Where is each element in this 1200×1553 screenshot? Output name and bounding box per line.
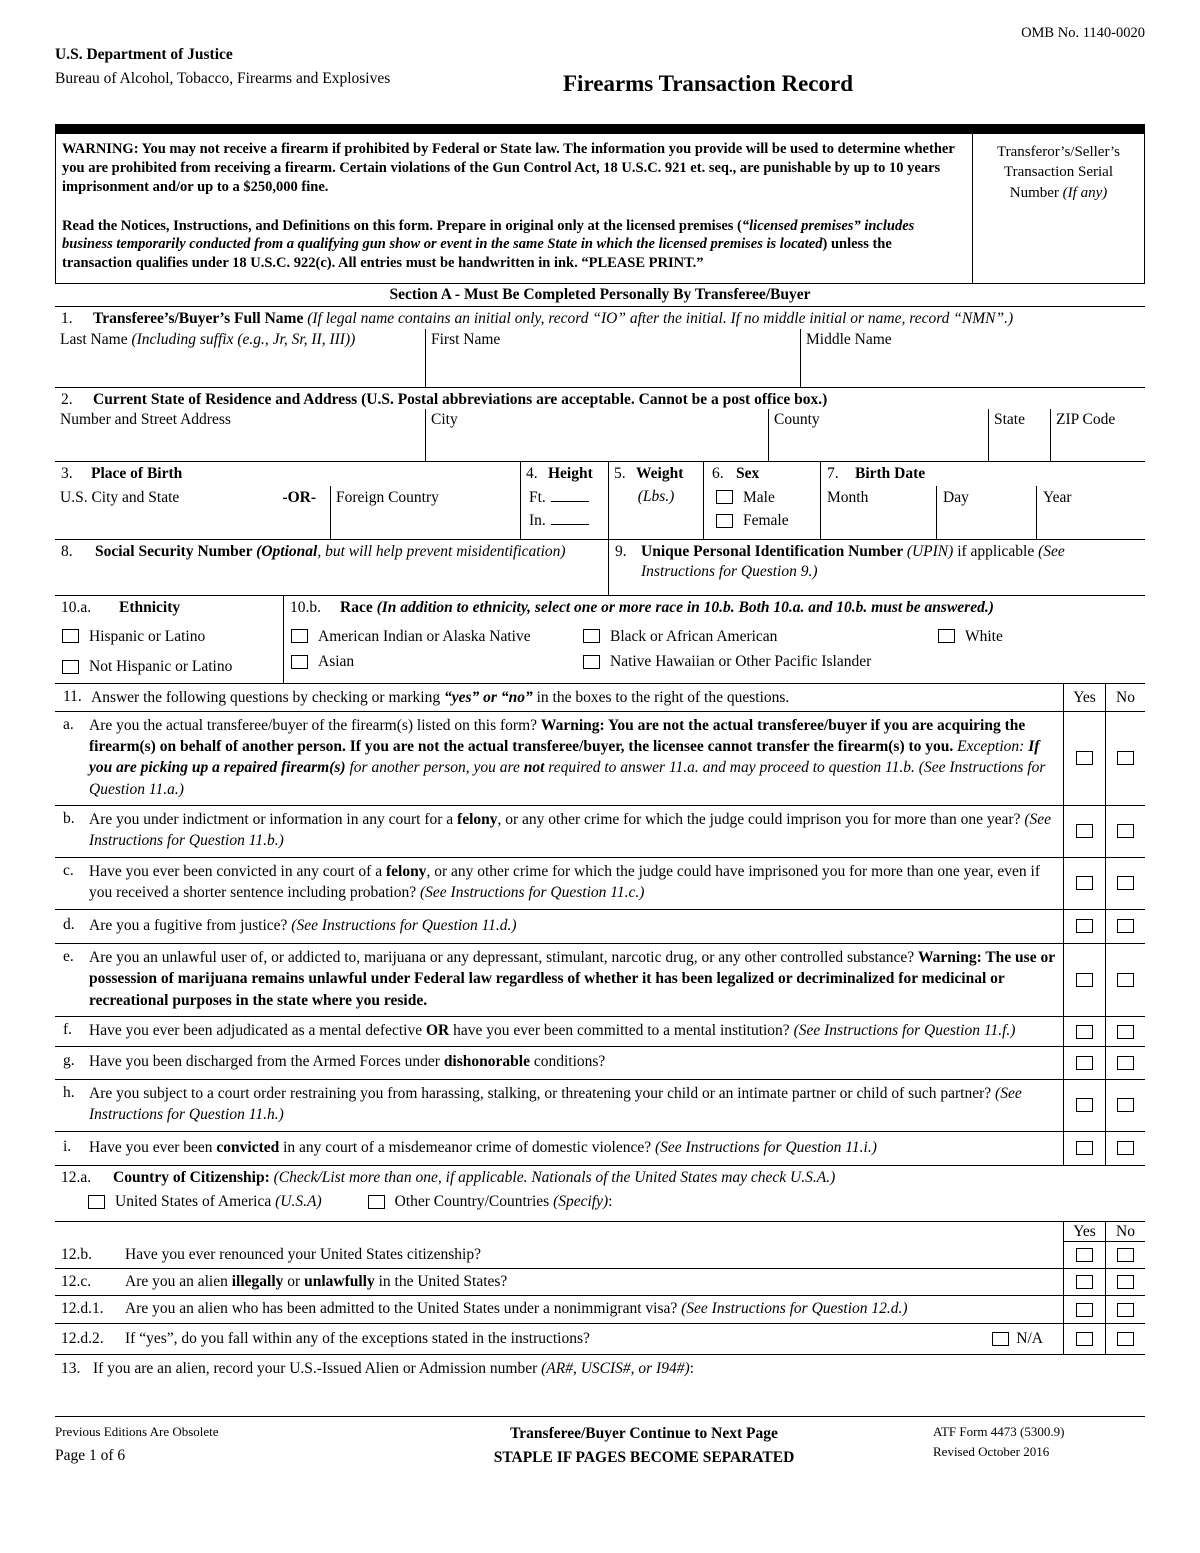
q11b-question: Are you under indictment or information in any court for a felony, or any other crime for which the judge could imprison you for more than one year? (See Instructions for Question 11.b.): [89, 811, 1052, 850]
q12c-no-cell: [1105, 1269, 1145, 1295]
q11e-question: Are you an unlawful user of, or addicted to, marijuana or any depressant, stimulant, narcotic drug, or any other controlled substance? Warning: The use or possession of marijuana remains unlawful under Federal law regardless of whether it has been legalized or decriminalized for medicinal or recreational purposes in the state where you reside.: [89, 948, 1055, 1009]
q11i-letter: i.: [63, 1137, 72, 1155]
q11f-letter: f.: [63, 1021, 73, 1039]
q13-number: 13.: [61, 1360, 81, 1378]
q11g-letter: g.: [63, 1052, 75, 1070]
height-feet-field[interactable]: [551, 489, 589, 502]
q12-yes-no-header: [55, 1222, 1145, 1242]
q12-header-spacer: [55, 1222, 1063, 1242]
race-white-option[interactable]: [931, 625, 1145, 648]
race-column-3: [931, 623, 1145, 674]
q11a-row: [55, 712, 1145, 807]
first-name-field[interactable]: [425, 329, 800, 387]
q9-label: Unique Personal Identification Number (UPIN) if applicable (See Instructions for Question 9.): [641, 543, 1065, 580]
q11f-yes-cell: [1063, 1017, 1105, 1046]
q11i-yes-checkbox[interactable]: [1076, 1141, 1093, 1155]
section-a-header: Section A - Must Be Completed Personally By Transferee/Buyer: [55, 284, 1145, 307]
q11g-no-checkbox[interactable]: [1117, 1056, 1134, 1070]
height-feet-label: Ft.: [529, 488, 546, 506]
q7-title: Birth Date: [855, 465, 926, 483]
last-name-field[interactable]: [55, 329, 425, 387]
street-address-label: Number and Street Address: [60, 411, 231, 429]
q11b-letter: b.: [63, 810, 75, 828]
warning-box: [55, 134, 1145, 284]
other-country-checkbox[interactable]: [368, 1195, 385, 1209]
question-1-block: [55, 307, 1145, 387]
first-name-label: First Name: [431, 330, 501, 348]
race-asian-option[interactable]: [284, 650, 576, 673]
q11e-no-checkbox[interactable]: [1117, 973, 1134, 987]
upin-field[interactable]: [608, 540, 1145, 595]
transaction-serial-label: Transferor’s/Seller’s Transaction Serial Number (If any): [996, 144, 1121, 201]
weight-lbs-label: (Lbs.): [637, 487, 675, 505]
q12b-number: 12.b.: [61, 1245, 92, 1263]
bureau-name: Bureau of Alcohol, Tobacco, Firearms and Explosives: [55, 69, 391, 87]
zip-code-field[interactable]: [1050, 409, 1145, 461]
q11g-no-cell: [1105, 1047, 1145, 1078]
city-field[interactable]: [425, 409, 768, 461]
q11h-question: Are you subject to a court order restraining you from harassing, stalking, or threatening your child or an intimate partner or child of such partner? (See Instructions for Question 11.h.): [89, 1084, 1022, 1124]
male-checkbox[interactable]: [716, 490, 733, 504]
sex-section: [703, 462, 820, 539]
q12b-row: [55, 1242, 1145, 1269]
q11h-no-checkbox[interactable]: [1117, 1098, 1134, 1112]
q11e-no-cell: [1105, 944, 1145, 1016]
q11g-row: [55, 1047, 1145, 1079]
q12c-row: [55, 1269, 1145, 1296]
q11f-no-cell: [1105, 1017, 1145, 1046]
state-field[interactable]: [988, 409, 1050, 461]
q6-number: 6.: [712, 465, 724, 483]
q3-or-label: -OR-: [282, 488, 316, 506]
race-american-indian-option[interactable]: [284, 625, 576, 648]
male-label: Male: [743, 488, 775, 506]
ssn-field[interactable]: [55, 540, 608, 595]
race-american-indian-label: American Indian or Alaska Native: [318, 627, 531, 645]
q11a-letter: a.: [63, 715, 74, 733]
q12a-label: Country of Citizenship: (Check/List more than one, if applicable. Nationals of the United States may check U.S.A.): [113, 1168, 836, 1186]
q12c-number: 12.c.: [61, 1273, 92, 1291]
q2-number: 2.: [61, 390, 73, 408]
birth-month-label: Month: [827, 488, 869, 506]
female-label: Female: [743, 511, 789, 529]
q11i-question: Have you ever been convicted in any court of a misdemeanor crime of domestic violence? (See Instructions for Question 11.i.): [89, 1138, 877, 1156]
not-hispanic-label: Not Hispanic or Latino: [89, 657, 233, 675]
q11f-question: Have you ever been adjudicated as a mental defective OR have you ever been committed to a mental institution? (See Instructions for Question 11.f.): [89, 1022, 1016, 1040]
q11i-no-checkbox[interactable]: [1117, 1141, 1134, 1155]
q11e-yes-checkbox[interactable]: [1076, 973, 1093, 987]
q3-title: Place of Birth: [91, 465, 183, 483]
citizenship-usa-option[interactable]: [88, 1192, 322, 1211]
race-column-1: [284, 623, 576, 674]
ethnicity-hispanic-option[interactable]: [55, 625, 283, 648]
q11e-row: [55, 944, 1145, 1017]
q11e-yes-cell: [1063, 944, 1105, 1016]
q11b-no-cell: [1105, 806, 1145, 857]
last-name-label: Last Name (Including suffix (e.g., Jr, Sr, II, III)): [60, 330, 356, 348]
sex-male-option[interactable]: [704, 486, 820, 509]
q3-number: 3.: [61, 465, 73, 483]
q12d2-na-label: N/A: [1016, 1329, 1043, 1347]
q11i-row: [55, 1132, 1145, 1166]
q11c-letter: c.: [63, 861, 74, 879]
race-native-hawaiian-label: Native Hawaiian or Other Pacific Islander: [610, 652, 872, 670]
question-2-block: [55, 388, 1145, 462]
race-asian-label: Asian: [318, 652, 355, 670]
county-field[interactable]: [768, 409, 988, 461]
q12c-yes-cell: [1063, 1269, 1105, 1295]
q11a-question: Are you the actual transferee/buyer of the firearm(s) listed on this form? Warning: You are not the actual transferee/buyer if you are acquiring the firearm(s) on behalf of another person. If you are not the actual transferee/buyer, the licensee cannot transfer the firearm(s) to you. Exception: If you are picking up a repaired firearm(s) for another person, you are not required to answer 11.a. and may proceed to question 11.b. (See Instructions for Question 11.a.): [89, 716, 1046, 798]
q10b-label: Race (In addition to ethnicity, select one or more race in 10.b. Both 10.a. and 10.b. must be answered.): [340, 599, 994, 617]
q11g-yes-checkbox[interactable]: [1076, 1056, 1093, 1070]
race-column-2: [576, 623, 931, 674]
place-of-birth-section: [55, 462, 520, 539]
q11h-yes-cell: [1063, 1080, 1105, 1131]
city-label: City: [431, 411, 458, 429]
q11e-letter: e.: [63, 947, 74, 965]
q8-number: 8.: [61, 543, 73, 561]
q11i-yes-cell: [1063, 1132, 1105, 1165]
q4-title: Height: [548, 465, 593, 483]
middle-name-field[interactable]: [800, 329, 1145, 387]
q12d2-question: If “yes”, do you fall within any of the exceptions stated in the instructions?: [125, 1329, 590, 1347]
q11a-yes-cell: [1063, 712, 1105, 806]
q12d1-row: [55, 1296, 1145, 1323]
race-black-checkbox[interactable]: [583, 629, 600, 643]
birth-month-field[interactable]: [821, 486, 936, 540]
q11d-letter: d.: [63, 915, 75, 933]
q11a-no-cell: [1105, 712, 1145, 806]
staple-note: STAPLE IF PAGES BECOME SEPARATED: [493, 1448, 795, 1466]
usa-checkbox[interactable]: [88, 1195, 105, 1209]
q12d2-na-checkbox[interactable]: [992, 1332, 1009, 1346]
q11h-letter: h.: [63, 1083, 75, 1101]
q11h-row: [55, 1080, 1145, 1132]
q12b-no-checkbox[interactable]: [1117, 1248, 1134, 1262]
transaction-serial-field[interactable]: [972, 134, 1144, 283]
page-number: Page 1 of 6: [55, 1447, 126, 1465]
q11d-yes-checkbox[interactable]: [1076, 919, 1093, 933]
q12d1-no-cell: [1105, 1296, 1145, 1322]
zip-code-label: ZIP Code: [1056, 411, 1116, 429]
race-asian-checkbox[interactable]: [291, 655, 308, 669]
middle-name-label: Middle Name: [806, 330, 892, 348]
not-hispanic-checkbox[interactable]: [62, 660, 79, 674]
race-native-hawaiian-checkbox[interactable]: [583, 655, 600, 669]
q5-title: Weight: [636, 465, 684, 483]
female-checkbox[interactable]: [716, 514, 733, 528]
q6-title: Sex: [736, 465, 760, 483]
footer-right: [933, 1424, 1145, 1467]
q12b-no-cell: [1105, 1242, 1145, 1268]
q11c-yes-cell: [1063, 858, 1105, 909]
page-header: [55, 24, 1145, 124]
continue-note: Transferee/Buyer Continue to Next Page: [510, 1425, 778, 1443]
birth-date-section: [820, 462, 1145, 539]
q11g-yes-cell: [1063, 1047, 1105, 1078]
q12c-no-checkbox[interactable]: [1117, 1275, 1134, 1289]
q11b-yes-checkbox[interactable]: [1076, 824, 1093, 838]
race-section: [283, 596, 1145, 683]
q9-number: 9.: [615, 543, 627, 561]
q11c-question: Have you ever been convicted in any court of a felony, or any other crime for which the judge could have imprisoned you for more than one year, even if you received a shorter sentence including probation? (See Instructions for Question 11.c.): [89, 862, 1041, 902]
obsolete-note: Previous Editions Are Obsolete: [55, 1424, 219, 1440]
state-label: State: [994, 411, 1025, 429]
q11d-yes-cell: [1063, 910, 1105, 943]
weight-section[interactable]: [608, 462, 703, 539]
race-black-label: Black or African American: [610, 627, 778, 645]
questions-3-7-block: [55, 462, 1145, 540]
q12d1-yes-checkbox[interactable]: [1076, 1303, 1093, 1317]
q10a-title: Ethnicity: [119, 599, 181, 617]
q11a-no-checkbox[interactable]: [1117, 751, 1134, 765]
question-13-block[interactable]: [55, 1355, 1145, 1417]
q12d2-yes-checkbox[interactable]: [1076, 1332, 1093, 1346]
q11-number: 11.: [63, 688, 82, 706]
q1-number: 1.: [61, 310, 73, 328]
q11a-yes-checkbox[interactable]: [1076, 751, 1093, 765]
q2-label: Current State of Residence and Address (U.S. Postal abbreviations are acceptable. Cannot be a post office box.): [93, 390, 828, 408]
question-10-block: [55, 596, 1145, 684]
q11-yes-header: Yes: [1063, 684, 1105, 710]
warning-text: [56, 134, 972, 283]
q12d2-no-cell: [1105, 1324, 1145, 1354]
q11f-yes-checkbox[interactable]: [1076, 1025, 1093, 1039]
other-country-label: Other Country/Countries (Specify):: [394, 1193, 613, 1211]
county-label: County: [774, 411, 820, 429]
questions-8-9-block: [55, 540, 1145, 596]
birth-foreign-country-label: Foreign Country: [336, 488, 439, 506]
q12d1-number: 12.d.1.: [61, 1300, 104, 1318]
sex-female-option[interactable]: [704, 509, 820, 532]
q11b-row: [55, 806, 1145, 858]
q11c-no-cell: [1105, 858, 1145, 909]
q12d2-row: [55, 1324, 1145, 1355]
form-title: Firearms Transaction Record: [563, 71, 854, 96]
q7-number: 7.: [827, 465, 839, 483]
omb-number: OMB No. 1140-0020: [1021, 25, 1145, 41]
q12d1-yes-cell: [1063, 1296, 1105, 1322]
q11d-no-cell: [1105, 910, 1145, 943]
page-footer: [55, 1424, 1145, 1467]
q11c-yes-checkbox[interactable]: [1076, 876, 1093, 890]
birth-day-label: Day: [943, 488, 969, 506]
height-section: [520, 462, 608, 539]
q11f-no-checkbox[interactable]: [1117, 1025, 1134, 1039]
q11-no-header: No: [1105, 684, 1145, 710]
race-black-option[interactable]: [576, 625, 931, 648]
q12c-question: Are you an alien illegally or unlawfully in the United States?: [125, 1273, 508, 1291]
q12a-number: 12.a.: [61, 1168, 92, 1186]
race-white-checkbox[interactable]: [938, 629, 955, 643]
divider-bar: [55, 124, 1145, 134]
warning-paragraph-2: Read the Notices, Instructions, and Definitions on this form. Prepare in original only at the licensed premises (“licensed premises” includes business temporarily conducted from a qualifying gun show or event in the same State in which the licensed premises is located) unless the transaction qualifies under 18 U.S.C. 922(c). All entries must be handwritten in ink. “PLEASE PRINT.”: [62, 217, 915, 272]
q12b-yes-checkbox[interactable]: [1076, 1248, 1093, 1262]
birth-day-field[interactable]: [936, 486, 1036, 540]
hispanic-checkbox[interactable]: [62, 629, 79, 643]
q11d-no-checkbox[interactable]: [1117, 919, 1134, 933]
q12-yes-header: Yes: [1063, 1222, 1105, 1242]
q11b-no-checkbox[interactable]: [1117, 824, 1134, 838]
q11i-no-cell: [1105, 1132, 1145, 1165]
race-american-indian-checkbox[interactable]: [291, 629, 308, 643]
q1-label: Transferee’s/Buyer’s Full Name (If legal name contains an initial only, record “IO” after the initial. If no middle initial or name, record “NMN”.): [93, 310, 1014, 328]
usa-label: United States of America (U.S.A): [115, 1193, 322, 1211]
q11f-row: [55, 1017, 1145, 1047]
warning-paragraph-1: WARNING: You may not receive a firearm if prohibited by Federal or State law. The information you provide will be used to determine whether you are prohibited from receiving a firearm. Certain violations of the Gun Control Act, 18 U.S.C. 921 et. seq., are punishable by up to 10 years imprisonment and/or up to a $250,000 fine.: [62, 141, 955, 195]
citizenship-other-option[interactable]: [368, 1192, 613, 1211]
height-inches-label: In.: [529, 511, 546, 529]
q10b-number: 10.b.: [290, 599, 321, 617]
department-name: U.S. Department of Justice: [55, 46, 233, 64]
birth-city-state-field[interactable]: [55, 486, 330, 540]
height-inches-row: [521, 507, 608, 530]
q11d-row: [55, 910, 1145, 944]
q12c-yes-checkbox[interactable]: [1076, 1275, 1093, 1289]
q11d-question: Are you a fugitive from justice? (See Instructions for Question 11.d.): [89, 916, 517, 934]
q11h-no-cell: [1105, 1080, 1145, 1131]
race-white-label: White: [965, 627, 1003, 645]
q12d1-question: Are you an alien who has been admitted to the United States under a nonimmigrant visa? (See Instructions for Question 12.d.): [125, 1300, 908, 1318]
birth-city-state-label: U.S. City and State: [60, 488, 180, 506]
q11-header-row: [55, 684, 1145, 711]
revision-date: Revised October 2016: [933, 1444, 1050, 1460]
q12d2-number: 12.d.2.: [61, 1329, 104, 1347]
q12d2-yes-cell: [1063, 1324, 1105, 1354]
birth-year-label: Year: [1043, 488, 1072, 506]
height-feet-row: [521, 484, 608, 507]
q12d2-na-option[interactable]: [985, 1327, 1047, 1350]
street-address-field[interactable]: [55, 409, 425, 461]
q11b-yes-cell: [1063, 806, 1105, 857]
q11g-question: Have you been discharged from the Armed Forces under dishonorable conditions?: [89, 1053, 606, 1071]
q11c-no-checkbox[interactable]: [1117, 876, 1134, 890]
q10a-number: 10.a.: [61, 599, 92, 617]
ethnicity-section: [55, 596, 283, 683]
q12d2-no-checkbox[interactable]: [1117, 1332, 1134, 1346]
footer-left: [55, 1424, 355, 1467]
question-12a-block: [55, 1166, 1145, 1222]
race-native-hawaiian-option[interactable]: [576, 650, 931, 673]
q8-label: Social Security Number (Optional, but will help prevent misidentification): [95, 543, 566, 561]
q5-number: 5.: [614, 465, 626, 483]
form-number: ATF Form 4473 (5300.9): [933, 1424, 1065, 1440]
q4-number: 4.: [526, 465, 538, 483]
footer-center: [355, 1424, 933, 1467]
q11h-yes-checkbox[interactable]: [1076, 1098, 1093, 1112]
ethnicity-not-hispanic-option[interactable]: [55, 655, 283, 678]
birth-foreign-country-field[interactable]: [330, 486, 520, 540]
q12d1-no-checkbox[interactable]: [1117, 1303, 1134, 1317]
q12-no-header: No: [1105, 1222, 1145, 1242]
q11c-row: [55, 858, 1145, 910]
q12b-yes-cell: [1063, 1242, 1105, 1268]
q11-instruction: Answer the following questions by checking or marking “yes” or “no” in the boxes to the right of the questions.: [91, 689, 790, 707]
height-inches-field[interactable]: [551, 512, 589, 525]
q13-label: If you are an alien, record your U.S.-Issued Alien or Admission number (AR#, USCIS#, or I94#):: [93, 1360, 694, 1378]
birth-year-field[interactable]: [1036, 486, 1145, 540]
q12b-question: Have you ever renounced your United States citizenship?: [125, 1245, 481, 1263]
hispanic-label: Hispanic or Latino: [89, 627, 206, 645]
